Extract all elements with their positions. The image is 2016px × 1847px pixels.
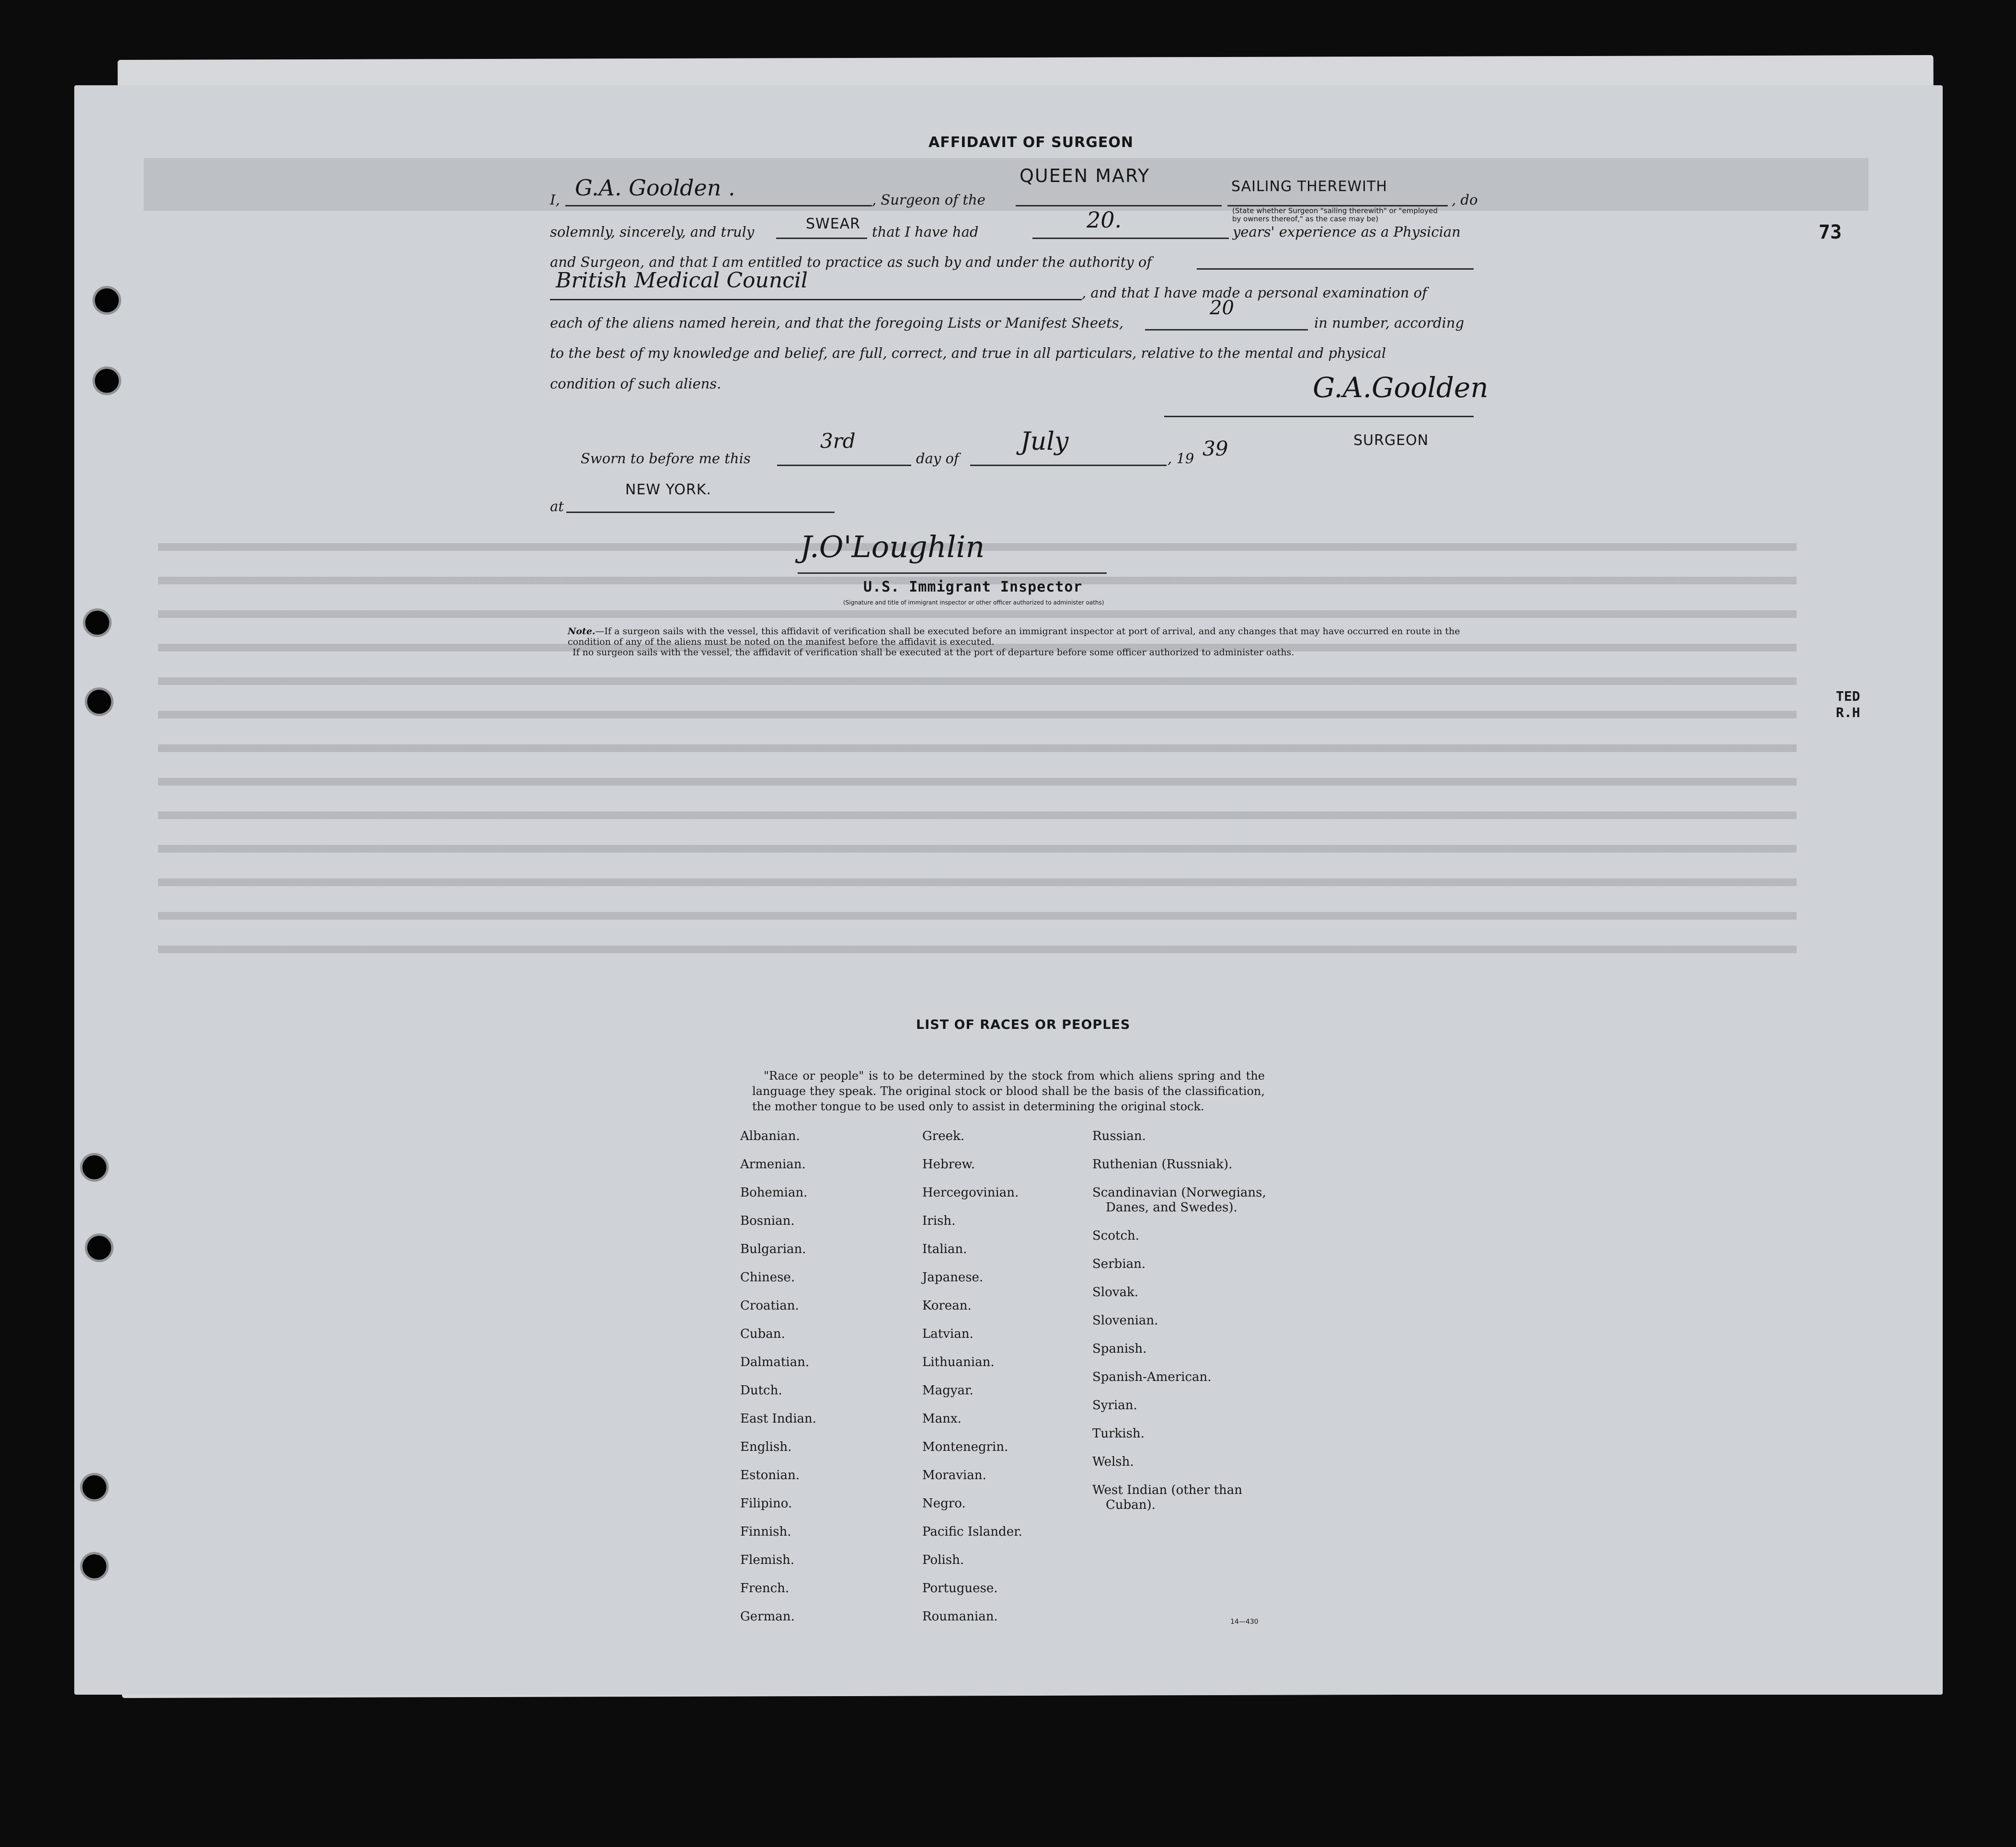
punch-hole <box>87 1236 111 1260</box>
punch-hole <box>82 1155 106 1179</box>
races-title: LIST OF RACES OR PEOPLES <box>916 1017 1131 1032</box>
races-intro: "Race or people" is to be determined by the stock from which aliens spring and the language they speak. The original stock or blood shall be the basis of the classification, the mother tongue to be used only to assist in determining the original stock. <box>752 1069 1265 1113</box>
race-item: Latvian. <box>922 1327 974 1341</box>
race-item: Lithuanian. <box>922 1355 995 1369</box>
race-item: Armenian. <box>740 1157 806 1172</box>
race-item: Albanian. <box>740 1129 800 1143</box>
race-item: Bulgarian. <box>740 1242 806 1256</box>
place: NEW YORK. <box>625 481 711 498</box>
punch-hole <box>82 1554 106 1578</box>
punch-hole <box>85 611 109 635</box>
inspector-signature: J.O'Loughlin <box>800 529 985 564</box>
inspector-sub: (Signature and title of immigrant inspector or other officer authorized to administer oaths) <box>843 599 1104 606</box>
race-item: English. <box>740 1440 792 1454</box>
race-item: Danes, and Swedes). <box>1106 1200 1237 1215</box>
race-item: Manx. <box>922 1412 962 1426</box>
race-item: Cuban). <box>1106 1498 1156 1512</box>
margin-stamp: TED R.H <box>1836 688 1860 720</box>
race-item: Portuguese. <box>922 1581 998 1596</box>
inspector-label: U.S. Immigrant Inspector <box>863 579 1083 595</box>
surgeon-signature: G.A.Goolden <box>1313 371 1489 404</box>
race-item: Syrian. <box>1092 1398 1137 1413</box>
race-item: Japanese. <box>922 1270 984 1285</box>
race-item: Bosnian. <box>740 1214 795 1228</box>
race-item: Polish. <box>922 1553 964 1567</box>
race-item: French. <box>740 1581 790 1596</box>
race-item: East Indian. <box>740 1412 817 1426</box>
race-item: Hebrew. <box>922 1157 975 1172</box>
race-item: Montenegrin. <box>922 1440 1008 1454</box>
race-item: Greek. <box>922 1129 964 1143</box>
sworn-day: 3rd <box>820 429 856 453</box>
page-number: 73 <box>1819 221 1842 243</box>
race-item: Bohemian. <box>740 1186 808 1200</box>
affidavit-note: Note.—If a surgeon sails with the vessel, this affidavit of verification shall be executed before an immigrant inspector at port of arrival, and any changes that may have occurred en route in the condition of any of the aliens must be noted on the manifest before the affidavit is executed. If no surgeon sails with the vessel, the affidavit of verification shall be executed at the port of departure before some officer authorized to administer oaths. <box>568 626 1460 658</box>
race-item: Spanish-American. <box>1092 1370 1212 1384</box>
race-item: Pacific Islander. <box>922 1525 1022 1539</box>
race-item: Magyar. <box>922 1383 974 1398</box>
affidavit-title: AFFIDAVIT OF SURGEON <box>928 134 1134 151</box>
surgeon-label: SURGEON <box>1353 432 1429 449</box>
sworn-year: 39 <box>1203 437 1228 460</box>
race-item: Dutch. <box>740 1383 782 1398</box>
race-item: Flemish. <box>740 1553 795 1567</box>
races-column-1 <box>740 1122 816 1631</box>
sailing-status: SAILING THEREWITH <box>1231 178 1387 195</box>
race-item: Finnish. <box>740 1525 791 1539</box>
race-item: Korean. <box>922 1299 972 1313</box>
punch-hole <box>95 369 119 393</box>
race-item: Italian. <box>922 1242 967 1256</box>
races-column-3 <box>1092 1122 1266 1519</box>
race-item: Welsh. <box>1092 1455 1134 1469</box>
race-item: Slovak. <box>1092 1285 1138 1300</box>
form-code: 14—430 <box>1230 1618 1259 1626</box>
race-item: Negro. <box>922 1496 966 1511</box>
race-item: Cuban. <box>740 1327 785 1341</box>
punch-hole <box>95 288 119 312</box>
race-item: Slovenian. <box>1092 1313 1158 1328</box>
race-item: Russian. <box>1092 1129 1146 1143</box>
race-item: Scandinavian (Norwegians, <box>1092 1186 1266 1200</box>
race-item: Scotch. <box>1092 1229 1140 1243</box>
race-item: Spanish. <box>1092 1342 1147 1356</box>
punch-hole <box>82 1475 106 1499</box>
race-item: Roumanian. <box>922 1609 998 1624</box>
race-item: Chinese. <box>740 1270 795 1285</box>
races-column-2 <box>922 1122 1022 1631</box>
years-experience: 20. <box>1087 207 1122 233</box>
race-item: Hercegovinian. <box>922 1186 1019 1200</box>
ship-name: QUEEN MARY <box>1019 165 1150 186</box>
authority: British Medical Council <box>556 268 808 293</box>
race-item: Estonian. <box>740 1468 800 1482</box>
surgeon-name: G.A. Goolden . <box>575 175 735 201</box>
race-item: Irish. <box>922 1214 956 1228</box>
race-item: Moravian. <box>922 1468 986 1482</box>
race-item: Dalmatian. <box>740 1355 810 1369</box>
sailing-note: (State whether Surgeon "sailing therewith" or "employed by owners thereof," as the case may be) <box>1232 206 1438 223</box>
race-item: Filipino. <box>740 1496 792 1511</box>
sheets-count: 20 <box>1210 297 1234 319</box>
race-item: German. <box>740 1609 795 1624</box>
oath-type: SWEAR <box>806 216 861 232</box>
punch-hole <box>87 690 111 714</box>
sworn-month: July <box>1020 427 1069 456</box>
bleed-through-header <box>144 158 1868 211</box>
race-item: Croatian. <box>740 1299 799 1313</box>
race-item: Turkish. <box>1092 1426 1145 1441</box>
race-item: Serbian. <box>1092 1257 1146 1271</box>
race-item: West Indian (other than <box>1092 1483 1243 1497</box>
race-item: Ruthenian (Russniak). <box>1092 1157 1233 1172</box>
